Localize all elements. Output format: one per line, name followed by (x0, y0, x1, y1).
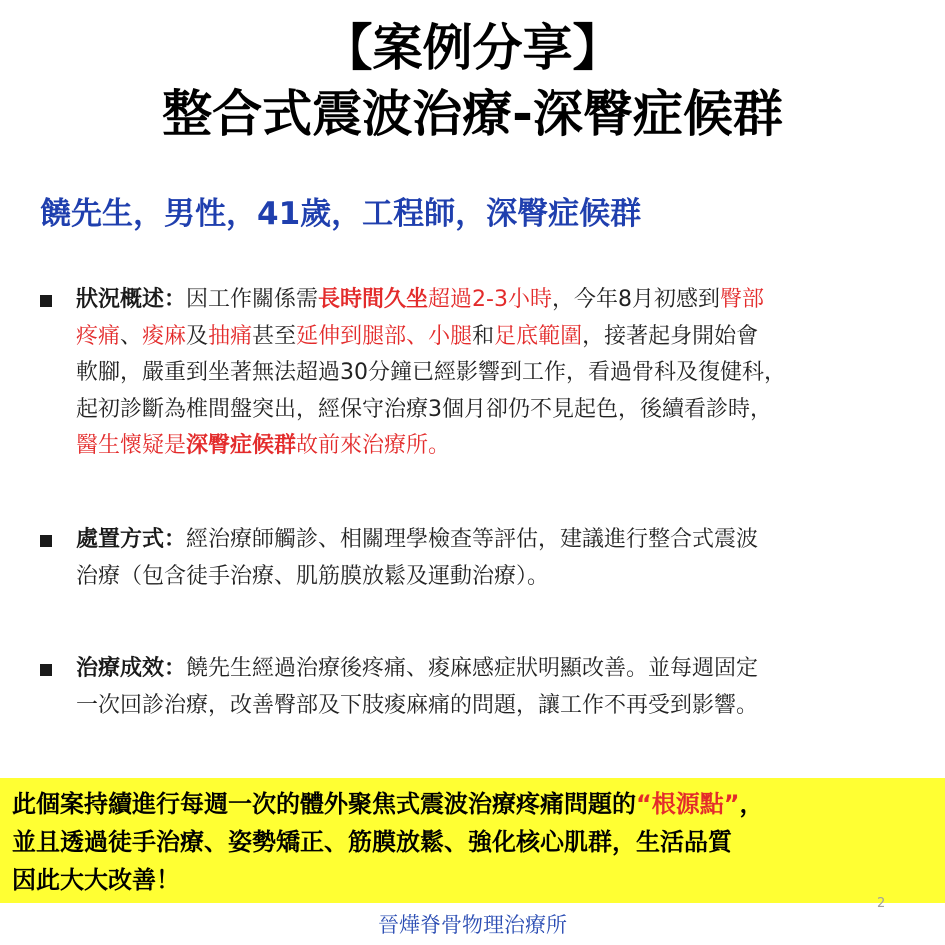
treatment-result-section (40, 651, 920, 724)
status-overview-section (40, 282, 920, 465)
status-line-3: 軟腳，嚴重到坐著無法超過30分鐘已經影響到工作，看過骨科及復健科， (76, 360, 786, 385)
conclusion-line-2: 並且透過徒手治療、姿勢矯正、筋膜放鬆、強化核心肌群，生活品質 (12, 828, 732, 856)
result-line-2: 一次回診治療，改善臀部及下肢痠麻痛的問題，讓工作不再受到影響。 (76, 692, 759, 718)
status-line-5 (76, 428, 920, 465)
result-text: 饒先生經過治療後疼痛、痠麻感症狀明顯改善。並每週固定 (186, 656, 759, 681)
bullet-square-icon (40, 295, 52, 307)
status-highlight: 痠麻 (142, 323, 187, 349)
result-label: 治療成效： (76, 656, 187, 681)
status-line-2 (76, 319, 920, 356)
status-line-4: 起初診斷為椎間盤突出，經保守治療3個月卻仍不見起色，後續看診時， (76, 396, 772, 422)
conclusion-text: 此個案持續進行每週一次的體外聚焦式震波治療疼痛問題的 (12, 790, 636, 818)
status-text: ，接著起身開始會 (582, 323, 759, 349)
status-highlight: 超過2-3小時 (428, 287, 552, 312)
status-text: 因工作關係需 (186, 287, 319, 312)
status-highlight: 足底範圍 (494, 323, 583, 349)
treatment-text: 經治療師觸診、相關理學檢查等評估，建議進行整合式震波 (186, 527, 759, 552)
status-text: 及 (186, 323, 209, 349)
clinic-name-footer: 晉燁脊骨物理治療所 (378, 913, 567, 937)
patient-summary: 饒先生，男性，41歲，工程師，深臀症候群 (40, 196, 642, 232)
result-line-1 (76, 651, 920, 688)
treatment-line-2: 治療（包含徒手治療、肌筋膜放鬆及運動治療）。 (76, 563, 550, 589)
status-label: 狀況概述： (76, 287, 187, 312)
conclusion-line-1 (12, 787, 764, 821)
status-highlight: 抽痛 (208, 323, 253, 349)
title-line-1: 【案例分享】 (322, 19, 623, 77)
page-number: 2 (877, 896, 886, 911)
status-highlight: 延伸到腿部、小腿 (296, 323, 473, 349)
status-highlight: 疼痛 (76, 323, 121, 349)
status-highlight: 故前來治療所。 (296, 433, 451, 458)
treatment-line-1 (76, 522, 920, 559)
status-highlight: 臀部 (719, 287, 764, 312)
bullet-square-icon (40, 664, 52, 676)
treatment-method-section (40, 522, 920, 595)
root-point-quote: “根源點” (636, 790, 740, 818)
status-text: 和 (472, 323, 495, 349)
status-text: ，今年8月初感到 (551, 287, 720, 312)
status-text: 、 (120, 323, 143, 349)
conclusion-text: ， (739, 790, 764, 818)
treatment-label: 處置方式： (76, 527, 187, 552)
bullet-square-icon (40, 535, 52, 547)
conclusion-highlight-box (0, 778, 945, 903)
conclusion-line-3: 因此大大改善！ (12, 866, 180, 894)
status-highlight: 深臀症候群 (186, 433, 297, 458)
title-line-2: 整合式震波治療-深臀症候群 (162, 85, 783, 143)
status-highlight: 醫生懷疑是 (76, 433, 187, 458)
status-highlight: 長時間久坐 (318, 287, 429, 312)
status-line-1 (76, 282, 920, 319)
status-text: 甚至 (252, 323, 297, 349)
